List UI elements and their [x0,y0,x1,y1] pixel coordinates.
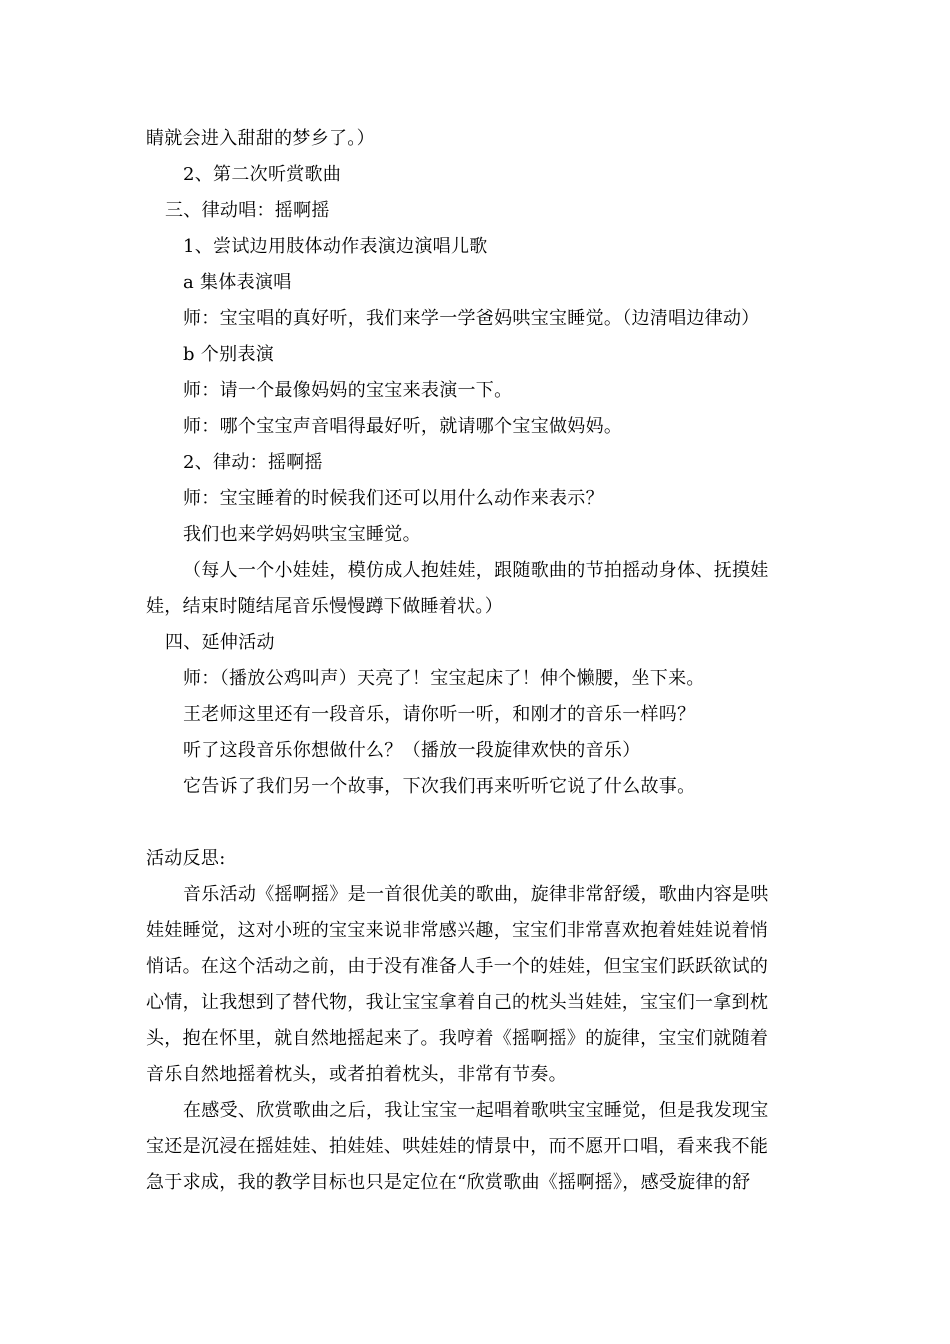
text-line: 头，抱在怀里，就自然地摇起来了。我哼着《摇啊摇》的旋律，宝宝们就随着 [146,1028,769,1049]
text-line: 师：（播放公鸡叫声）天亮了！宝宝起床了！伸个懒腰，坐下来。 [183,668,705,689]
text-line: 音乐自然地摇着枕头，或者拍着枕头，非常有节奏。 [146,1064,567,1085]
text-line: 听了这段音乐你想做什么？（播放一段旋律欢快的音乐） [183,740,641,761]
text-line: 我们也来学妈妈哄宝宝睡觉。 [183,524,421,545]
text-line: 师：宝宝唱的真好听，我们来学一学爸妈哄宝宝睡觉。（边清唱边律动） [183,308,760,329]
text-line: 音乐活动《摇啊摇》是一首很优美的歌曲，旋律非常舒缓，歌曲内容是哄 [183,884,769,905]
text-line: 它告诉了我们另一个故事，下次我们再来听听它说了什么故事。 [183,776,696,797]
text-line: 2、律动：摇啊摇 [183,452,323,473]
text-line: 王老师这里还有一段音乐，请你听一听，和刚才的音乐一样吗？ [183,704,696,725]
text-line: 心情，让我想到了替代物，我让宝宝拿着自己的枕头当娃娃，宝宝们一拿到枕 [146,992,769,1013]
text-line: 娃，结束时随结尾音乐慢慢蹲下做睡着状。） [146,596,503,617]
text-line: 宝还是沉浸在摇娃娃、拍娃娃、哄娃娃的情景中，而不愿开口唱，看来我不能 [146,1136,769,1157]
text-line: 娃娃睡觉，这对小班的宝宝来说非常感兴趣，宝宝们非常喜欢抱着娃娃说着悄 [146,920,769,941]
text-line: 师：请一个最像妈妈的宝宝来表演一下。 [183,380,513,401]
text-line: 师：宝宝睡着的时候我们还可以用什么动作来表示？ [183,488,604,509]
text-line: 1、尝试边用肢体动作表演边演唱儿歌 [183,236,488,257]
section-heading: 三、律动唱：摇啊摇 [165,200,330,221]
text-line: （每人一个小娃娃，模仿成人抱娃娃，跟随歌曲的节拍摇动身体、抚摸娃 [183,560,769,581]
text-line: 悄话。在这个活动之前，由于没有准备人手一个的娃娃，但宝宝们跃跃欲试的 [146,956,769,977]
text-line: 2、第二次听赏歌曲 [183,164,342,185]
text-line: 在感受、欣赏歌曲之后，我让宝宝一起唱着歌哄宝宝睡觉，但是我发现宝 [183,1100,769,1121]
reflection-heading: 活动反思: [146,848,226,869]
text-line: a 集体表演唱 [183,272,292,293]
text-line: 师：哪个宝宝声音唱得最好听，就请哪个宝宝做妈妈。 [183,416,623,437]
text-line: b 个别表演 [183,344,275,365]
text-line: 睛就会进入甜甜的梦乡了。） [146,128,375,149]
section-heading: 四、延伸活动 [165,632,275,653]
text-line: 急于求成，我的教学目标也只是定位在“欣赏歌曲《摇啊摇》，感受旋律的舒 [146,1172,751,1193]
